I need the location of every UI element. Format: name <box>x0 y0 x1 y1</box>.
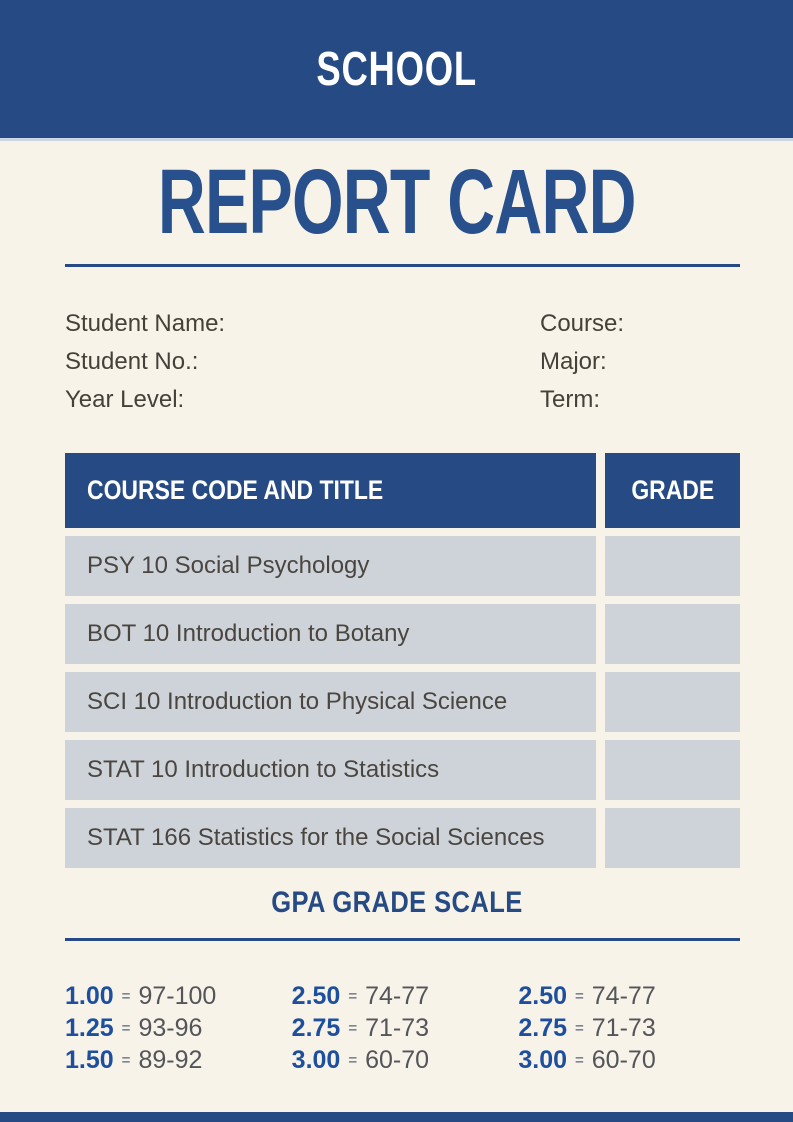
gpa-entry: 1.25 = 93-96 <box>65 1013 203 1042</box>
gpa-scale-column-3 <box>518 980 745 1076</box>
equals-sign: = <box>121 987 131 1005</box>
gpa-divider <box>65 938 740 941</box>
gpa-entry: 2.75 = 71-73 <box>291 1013 430 1042</box>
table-row-grade-cell <box>605 740 740 800</box>
equals-sign: = <box>348 987 358 1005</box>
title-divider <box>65 264 740 267</box>
page-title <box>0 151 793 253</box>
gpa-scale-column-2 <box>292 980 519 1076</box>
table-row-grade-cell <box>605 604 740 664</box>
table-row-grade-cell <box>605 672 740 732</box>
table-row-course: PSY 10 Social Psychology <box>65 536 596 596</box>
gpa-entry: 3.00 = 60-70 <box>291 1045 430 1074</box>
gpa-scale-title: GPA GRADE SCALE <box>270 886 523 919</box>
grades-table <box>65 453 740 868</box>
gpa-entry: 3.00 = 60-70 <box>518 1045 656 1074</box>
student-info-left-column <box>65 305 540 419</box>
equals-sign: = <box>575 1019 584 1037</box>
equals-sign: = <box>575 1051 584 1069</box>
course-column-header: COURSE CODE AND TITLE <box>65 453 596 528</box>
table-row-grade-cell <box>605 536 740 596</box>
gpa-entry: 2.50 = 74-77 <box>291 981 430 1010</box>
student-name-label: Student Name: <box>65 310 226 337</box>
footer-bar <box>0 1112 793 1122</box>
table-row-grade-cell <box>605 808 740 868</box>
table-row-course: BOT 10 Introduction to Botany <box>65 604 596 664</box>
gpa-entry: 1.00 = 97-100 <box>65 981 217 1010</box>
equals-sign: = <box>121 1019 131 1037</box>
student-info-section <box>65 305 745 419</box>
course-label: Course: <box>540 310 625 337</box>
gpa-entry: 2.75 = 71-73 <box>518 1013 656 1042</box>
gpa-entry: 1.50 = 89-92 <box>65 1045 203 1074</box>
grade-column-header: GRADE <box>605 453 740 528</box>
page-title-text: REPORT CARD <box>157 151 636 253</box>
term-label: Term: <box>540 386 600 413</box>
student-info-right-column <box>540 305 745 419</box>
equals-sign: = <box>121 1051 131 1069</box>
student-no-label: Student No.: <box>65 348 199 375</box>
table-row-course: SCI 10 Introduction to Physical Science <box>65 672 596 732</box>
gpa-entry: 2.50 = 74-77 <box>518 981 656 1010</box>
equals-sign: = <box>348 1051 358 1069</box>
top-banner <box>0 0 793 141</box>
school-title: SCHOOL <box>316 42 477 96</box>
gpa-scale-section <box>65 980 745 1076</box>
equals-sign: = <box>348 1019 358 1037</box>
major-label: Major: <box>540 348 607 375</box>
table-row-course: STAT 166 Statistics for the Social Sciences <box>65 808 596 868</box>
table-row-course: STAT 10 Introduction to Statistics <box>65 740 596 800</box>
year-level-label: Year Level: <box>65 386 185 413</box>
equals-sign: = <box>575 987 584 1005</box>
gpa-scale-column-1 <box>65 980 292 1076</box>
